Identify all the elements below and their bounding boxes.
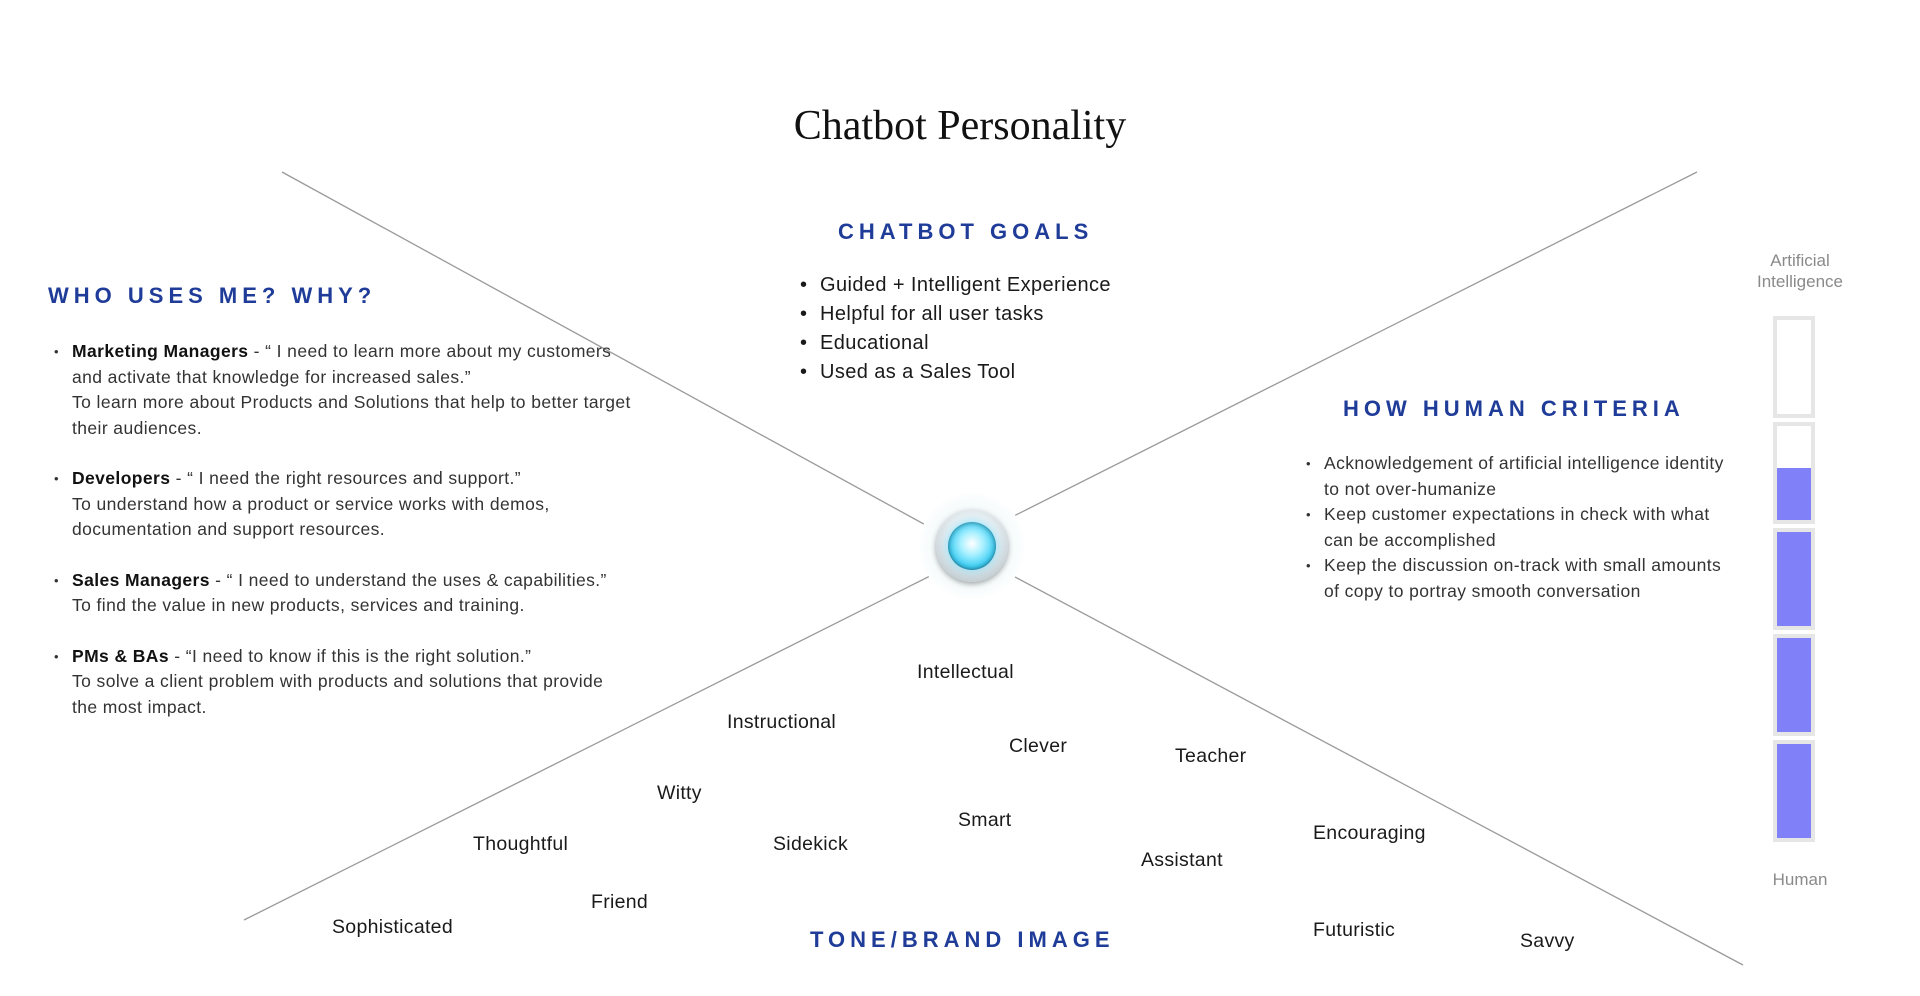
criteria-item: • Keep the discussion on-track with small amounts of copy to portray smooth conversation — [1304, 553, 1724, 604]
goal-item: • Used as a Sales Tool — [800, 358, 1111, 387]
scale-segment — [1773, 528, 1815, 630]
diagonal-line-bottom-right — [1002, 570, 1743, 965]
user-role: Marketing Managers — [72, 341, 249, 361]
tone-word: Witty — [657, 782, 702, 804]
user-type-item — [52, 568, 632, 619]
human-criteria-heading: HOW HUMAN CRITERIA — [1343, 396, 1685, 421]
scale-bottom-label: Human — [1772, 870, 1828, 889]
user-type-item — [52, 466, 632, 543]
user-role: PMs & BAs — [72, 645, 169, 666]
criteria-item: • Acknowledgement of artificial intelligence identity to not over-humanize — [1304, 451, 1724, 502]
scale-segment-fill — [1777, 532, 1811, 626]
tone-word: Sidekick — [773, 833, 849, 855]
user-detail: To solve a client problem with products and solutions that provide the most impact. — [72, 671, 604, 717]
user-detail: To find the value in new products, services and training. — [72, 595, 525, 615]
goals-list — [800, 271, 1111, 387]
user-detail: To learn more about Products and Solutions that help to better target their audiences. — [72, 392, 631, 438]
user-quote: - “ I need to understand the uses & capabilities.” — [209, 569, 607, 590]
tone-word: Teacher — [1175, 745, 1247, 767]
user-type-item — [52, 339, 632, 441]
who-list — [52, 339, 632, 745]
user-quote: - “ I need to learn more about my customers and activate that knowledge for increased sales.” — [72, 341, 612, 387]
tone-heading: TONE/BRAND IMAGE — [810, 927, 1115, 952]
tone-word: Smart — [958, 809, 1012, 831]
page-title: Chatbot Personality — [793, 103, 1127, 149]
tone-word: Encouraging — [1313, 822, 1426, 844]
human-criteria-list — [1304, 451, 1724, 604]
orb-core — [948, 522, 996, 570]
goal-item: • Educational — [800, 329, 1111, 358]
tone-word: Intellectual — [917, 661, 1014, 683]
criteria-item: • Keep customer expectations in check with what can be accomplished — [1304, 502, 1724, 553]
scale-segment-fill — [1777, 468, 1811, 520]
tone-word: Instructional — [727, 711, 837, 733]
user-quote: - “ I need the right resources and support.” — [170, 468, 522, 488]
scale-segment — [1773, 316, 1815, 418]
tone-word: Savvy — [1520, 930, 1575, 952]
scale-segment-fill — [1777, 638, 1811, 732]
goal-item: • Guided + Intelligent Experience — [800, 271, 1111, 300]
tone-word: Thoughtful — [473, 833, 569, 855]
user-role: Sales Managers — [72, 569, 210, 590]
tone-word: Clever — [1009, 735, 1068, 757]
scale-segment — [1773, 740, 1815, 842]
chatbot-orb-icon — [919, 493, 1025, 599]
scale-segment — [1773, 422, 1815, 524]
user-detail: To understand how a product or service works with demos, documentation and support resources. — [72, 493, 550, 539]
tone-word: Assistant — [1141, 849, 1223, 871]
orb-ring — [936, 510, 1008, 582]
goals-heading: CHATBOT GOALS — [838, 219, 1094, 244]
who-heading: WHO USES ME? WHY? — [48, 283, 377, 308]
user-quote: - “I need to know if this is the right solution.” — [168, 645, 532, 666]
user-type-item — [52, 644, 632, 721]
user-role: Developers — [72, 468, 171, 488]
tone-word: Friend — [591, 891, 649, 913]
scale-segment-fill — [1777, 744, 1811, 838]
tone-word: Sophisticated — [332, 916, 453, 938]
goal-item: • Helpful for all user tasks — [800, 300, 1111, 329]
scale-top-label: Artificial Intelligence — [1756, 251, 1843, 291]
scale-segment — [1773, 634, 1815, 736]
tone-word: Futuristic — [1313, 919, 1396, 941]
